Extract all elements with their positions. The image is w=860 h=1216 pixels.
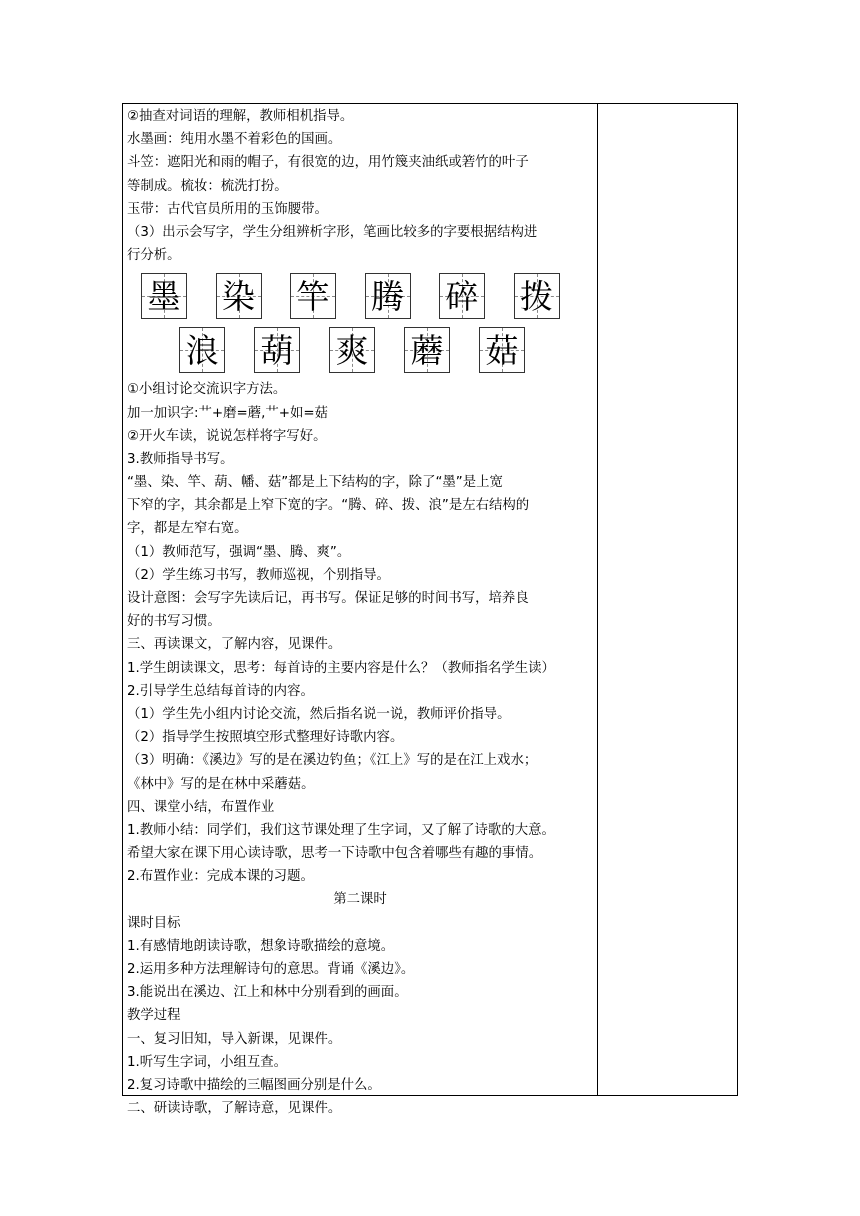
char-grid-box xyxy=(216,273,262,319)
text-line: （2）学生练习书写，教师巡视，个别指导。 xyxy=(127,567,390,583)
text-line: 1.教师小结：同学们，我们这节课处理了生字词，又了解了诗歌的大意。 xyxy=(127,822,555,838)
second-lesson-section xyxy=(127,912,593,1121)
vocabulary-section xyxy=(127,105,593,267)
text-line: 下窄的字，其余都是上窄下宽的字。“腾、碎、拨、浪”是左右结构的 xyxy=(127,498,530,514)
text-line: 二、研读诗歌，了解诗意，见课件。 xyxy=(127,1101,342,1117)
writing-char: 蘑 xyxy=(410,330,444,370)
text-line: 2.引导学生总结每首诗的内容。 xyxy=(127,683,314,699)
text-line: 课时目标 xyxy=(127,915,181,931)
writing-chars-row-1 xyxy=(127,271,593,321)
char-grid-box xyxy=(479,327,525,373)
text-line: 1.学生朗读课文，思考：每首诗的主要内容是什么？（教师指名学生读） xyxy=(127,660,555,676)
text-line: 2.复习诗歌中描绘的三幅图画分别是什么。 xyxy=(127,1077,381,1093)
teaching-steps-section xyxy=(127,378,593,888)
text-line: 教学过程 xyxy=(127,1008,181,1024)
text-line: 希望大家在课下用心读诗歌，思考一下诗歌中包含着哪些有趣的事情。 xyxy=(127,846,543,862)
writing-char: 拨 xyxy=(520,276,553,316)
text-line: 三、再读课文，了解内容，见课件。 xyxy=(127,637,342,653)
text-line: ②抽查对词语的理解，教师相机指导。 xyxy=(127,109,354,124)
text-line: （1）学生先小组内讨论交流，然后指名说一说，教师评价指导。 xyxy=(127,706,511,722)
char-grid-box xyxy=(254,327,300,373)
section-title: 第二课时 xyxy=(333,892,387,908)
text-line: ②开火车读，说说怎样将字写好。 xyxy=(127,428,327,444)
column-divider xyxy=(597,104,598,1095)
lesson-content-cell xyxy=(127,105,593,1120)
writing-char: 竿 xyxy=(296,276,330,316)
char-grid-box xyxy=(404,327,450,373)
text-line: 斗笠：遮阳光和雨的帽子，有很宽的边，用竹篾夹油纸或箬竹的叶子 xyxy=(127,155,529,171)
text-line: 1.听写生字词，小组互查。 xyxy=(127,1054,288,1070)
char-grid-box xyxy=(365,273,411,319)
text-line: 行分析。 xyxy=(127,248,181,264)
text-line: 等制成。梳妆：梳洗打扮。 xyxy=(127,178,288,194)
char-grid-box xyxy=(514,273,560,319)
text-line: 《林中》写的是在林中采蘑菇。 xyxy=(127,776,315,792)
text-line: （1）教师范写，强调“墨、腾、爽”。 xyxy=(127,544,351,560)
char-grid-box xyxy=(179,327,225,373)
text-line: 玉带：古代官员所用的玉饰腰带。 xyxy=(127,201,328,217)
char-grid-box xyxy=(439,273,485,319)
writing-char: 葫 xyxy=(260,330,294,370)
writing-char: 腾 xyxy=(371,276,404,316)
text-line: 水墨画：纯用水墨不着彩色的国画。 xyxy=(127,132,342,148)
text-line: 字，都是左窄右宽。 xyxy=(127,521,248,537)
text-line: （3）明确：《溪边》写的是在溪边钓鱼；《江上》写的是在江上戏水； xyxy=(127,753,538,769)
text-line: “墨、染、竿、葫、幡、菇”都是上下结构的字，除了“墨”是上宽 xyxy=(127,475,503,491)
char-grid-box xyxy=(141,273,187,319)
text-line: 设计意图：会写字先读后记，再书写。保证足够的时间书写，培养良 xyxy=(127,591,529,606)
text-line: 一、复习旧知，导入新课，见课件。 xyxy=(127,1031,342,1047)
text-line: （2）指导学生按照填空形式整理好诗歌内容。 xyxy=(127,730,404,746)
writing-char: 浪 xyxy=(185,330,219,370)
char-grid-box xyxy=(329,327,375,373)
text-line: 1.有感情地朗读诗歌，想象诗歌描绘的意境。 xyxy=(127,938,395,954)
text-line: 好的书写习惯。 xyxy=(127,614,221,630)
text-line: 四、课堂小结，布置作业 xyxy=(127,799,275,815)
writing-char: 染 xyxy=(222,276,255,316)
writing-char: 菇 xyxy=(485,330,519,370)
writing-chars-row-2 xyxy=(127,325,593,375)
lesson-table xyxy=(122,103,738,1117)
text-line: 3.能说出在溪边、江上和林中分别看到的画面。 xyxy=(127,985,408,1001)
text-line: 2.布置作业：完成本课的习题。 xyxy=(127,869,314,885)
text-line: ①小组讨论交流识字方法。 xyxy=(127,382,287,398)
text-line: 3.教师指导书写。 xyxy=(127,451,234,467)
writing-char: 碎 xyxy=(445,276,479,316)
char-grid-box xyxy=(290,273,336,319)
text-line: （3）出示会写字，学生分组辨析字形，笔画比较多的字要根据结构进 xyxy=(127,224,538,240)
text-line: 2.运用多种方法理解诗句的意思。背诵《溪边》。 xyxy=(127,962,415,977)
writing-char: 爽 xyxy=(335,330,369,370)
writing-char: 墨 xyxy=(147,276,181,316)
text-line: 加一加识字:艹+磨=蘑,艹+如=菇 xyxy=(127,405,328,421)
